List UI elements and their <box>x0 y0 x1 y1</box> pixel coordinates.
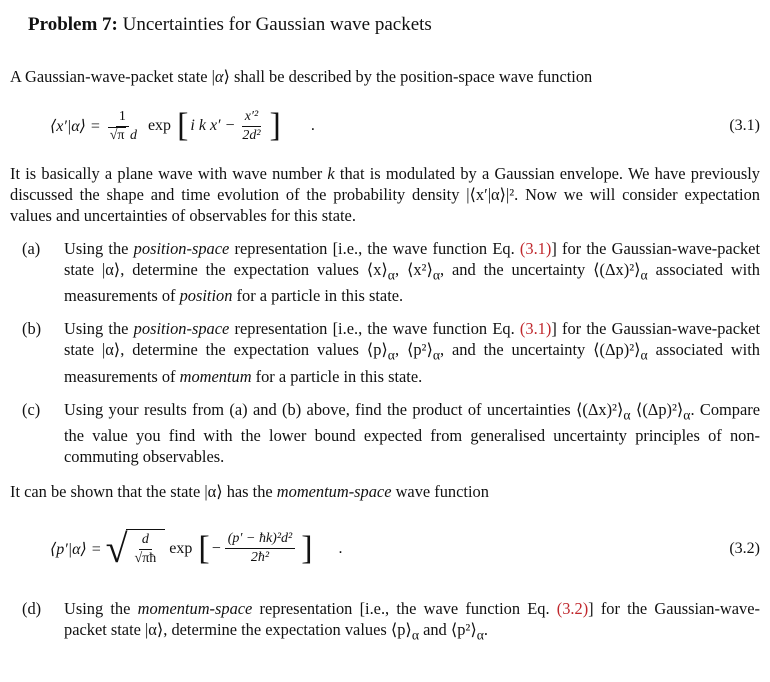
eq1-lhs: ⟨x′|α⟩ = <box>50 118 101 135</box>
equation-3-2 <box>50 516 760 582</box>
eq2-sqrt-prefactor <box>105 525 166 571</box>
equation-number-3-2: (3.2) <box>729 539 760 557</box>
part-a-label: (a) <box>22 239 41 258</box>
part-c: (c) Using your results from (a) and (b) above, find the product of uncertainties $⟨(\Delta x)^2⟩_\alpha$ $⟨(\Delta p)^2⟩_\alpha$. Compare the value you find with the lower bound expected from generalised uncertainty principles of non-commuting observables. <box>22 399 761 466</box>
eq2-bracket-open: [ <box>198 529 210 567</box>
momentum-space-intro: It can be shown that the state |α⟩ has the momentum-space wave function <box>10 481 489 501</box>
equation-3-2-body <box>50 516 343 582</box>
intro-text-2: ⟩ shall be described by the position-space wave function <box>223 67 593 86</box>
citation-eq-3-1[interactable]: (3.1) <box>519 319 552 339</box>
eq1-bracket-close: ] <box>269 107 281 144</box>
problem-page <box>10 12 760 645</box>
citation-eq-3-1[interactable]: (3.1) <box>519 239 552 258</box>
eq1-phase: i k x′ − <box>190 117 236 134</box>
eq1-prefactor <box>105 109 140 144</box>
eq2-exponent-denominator: 2ħ² <box>250 550 270 566</box>
radical-sign-icon: √ <box>105 525 128 571</box>
eq2-exponent-fraction <box>225 531 295 566</box>
description-paragraph: It is basically a plane wave with wave number k that is modulated by a Gaussian envelope. We have previously discussed the shape and time evolution of the probability density |⟨x′|α⟩|². Now we will consider expectation values and uncertainties of observables for this state. <box>10 164 760 225</box>
part-c-label: (c) <box>22 399 41 419</box>
part-d-label: (d) <box>22 598 42 618</box>
eq2-prefactor-denominator: √πħ <box>134 550 157 566</box>
eq2-period: . <box>338 539 343 557</box>
eq1-bracket-open: [ <box>177 107 189 144</box>
intro-paragraph <box>10 66 760 87</box>
equation-number-3-1: (3.1) <box>729 117 760 134</box>
eq1-sqrt-pi: √π <box>109 127 125 143</box>
eq1-envelope-denominator: 2d² <box>242 127 261 143</box>
eq2-minus: − <box>211 539 221 557</box>
wave-number-k: k <box>327 164 335 183</box>
eq1-envelope-fraction <box>239 109 263 144</box>
citation-eq-3-2[interactable]: (3.2) <box>556 598 589 618</box>
eq1-envelope-numerator: x′² <box>242 109 261 127</box>
equation-3-1-body <box>50 97 315 155</box>
eq2-bracket-close: ] <box>301 529 313 567</box>
equation-3-1 <box>50 97 760 155</box>
eq1-prefactor-denominator <box>105 127 140 144</box>
eq1-prefactor-numerator: 1 <box>116 109 129 127</box>
part-a: (a) Using the position-space representation [i.e., the wave function Eq. (3.1)] for the Gaussian-wave-packet state |α⟩, determine the expectation values $⟨x⟩_\alpha$, $⟨x^2⟩_\alpha$, and the uncertainty $⟨(\Delta x)^2⟩_\alpha$ associated with measurements of position for a particle in this state. <box>22 239 760 306</box>
problem-title-text: Uncertainties for Gaussian wave packets <box>117 14 432 35</box>
eq2-exponent-numerator: (p′ − ħk)²d² <box>225 531 295 549</box>
intro-alpha: α <box>214 67 224 86</box>
eq1-exp: exp <box>147 117 172 134</box>
part-b-label: (b) <box>22 319 42 339</box>
part-b: (b) Using the position-space representation [i.e., the wave function Eq. (3.1)] for the Gaussian-wave-packet state |α⟩, determine the expectation values $⟨p⟩_\alpha$, $⟨p^2⟩_\alpha$, and the uncertainty $⟨(\Delta p)^2⟩_\alpha$ associated with measurements of momentum for a particle in this state. <box>22 319 760 386</box>
eq1-period: . <box>310 117 315 134</box>
problem-number: Problem 7: <box>28 14 118 35</box>
eq1-d: d <box>126 127 137 143</box>
intro-text-1: A Gaussian-wave-packet state | <box>10 67 215 86</box>
eq2-lhs: ⟨p′|α⟩ = <box>50 540 102 558</box>
problem-title <box>28 12 760 38</box>
eq2-exp: exp <box>169 539 193 557</box>
part-d: (d) Using the momentum-space representation [i.e., the wave function Eq. (3.2)] for the Gaussian-wave-packet state |α⟩, determine the expectation values $⟨p⟩_\alpha$ and $⟨p^2⟩_\alpha$. <box>22 598 760 643</box>
eq2-prefactor-numerator: d <box>139 532 152 550</box>
